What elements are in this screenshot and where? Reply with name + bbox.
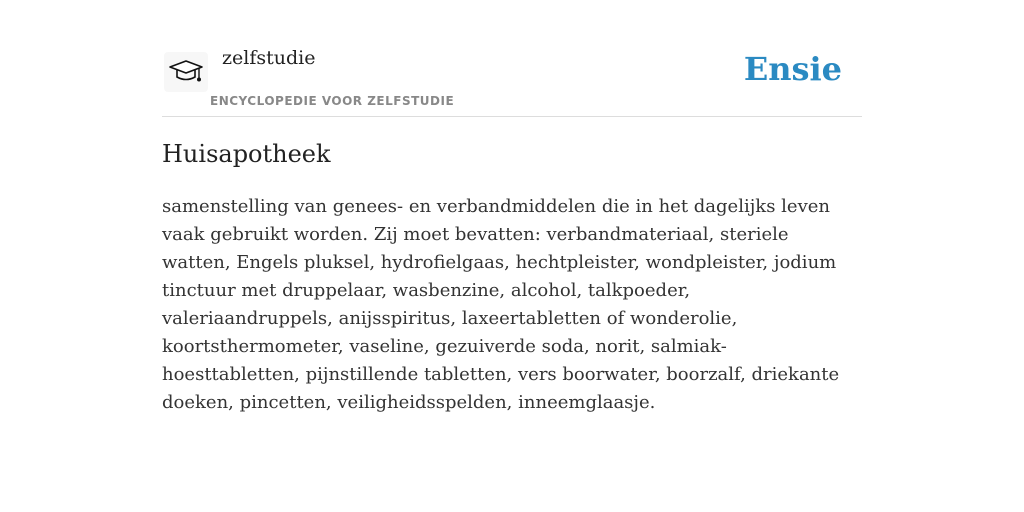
ensie-brand-link[interactable]: Ensie — [743, 50, 842, 88]
entry-title: Huisapotheek — [162, 140, 331, 168]
site-tagline: ENCYCLOPEDIE VOOR ZELFSTUDIE — [210, 94, 455, 108]
site-logo[interactable] — [164, 52, 208, 92]
site-header — [162, 40, 862, 117]
graduation-cap-icon — [168, 58, 204, 86]
site-name[interactable]: zelfstudie — [222, 47, 316, 69]
entry-definition: samenstelling van genees- en verbandmiddelen die in het dagelijks leven vaak gebruikt worden. Zij moet bevatten: verbandmateriaal, steriele watten, Engels pluksel, hydrofielgaas, hechtpleister, wondpleister, jodium tinctuur met druppelaar, wasbenzine, alcohol, talkpoeder, valeriaandruppels, anijsspiritus, laxeertabletten of wonderolie, koortsthermometer, vaseline, gezuiverde soda, norit, salmiak-hoesttabletten, pijnstillende tabletten, vers boorwater, boorzalf, driekante doeken, pincetten, veiligheidsspelden, inneemglaasje. — [162, 196, 840, 413]
